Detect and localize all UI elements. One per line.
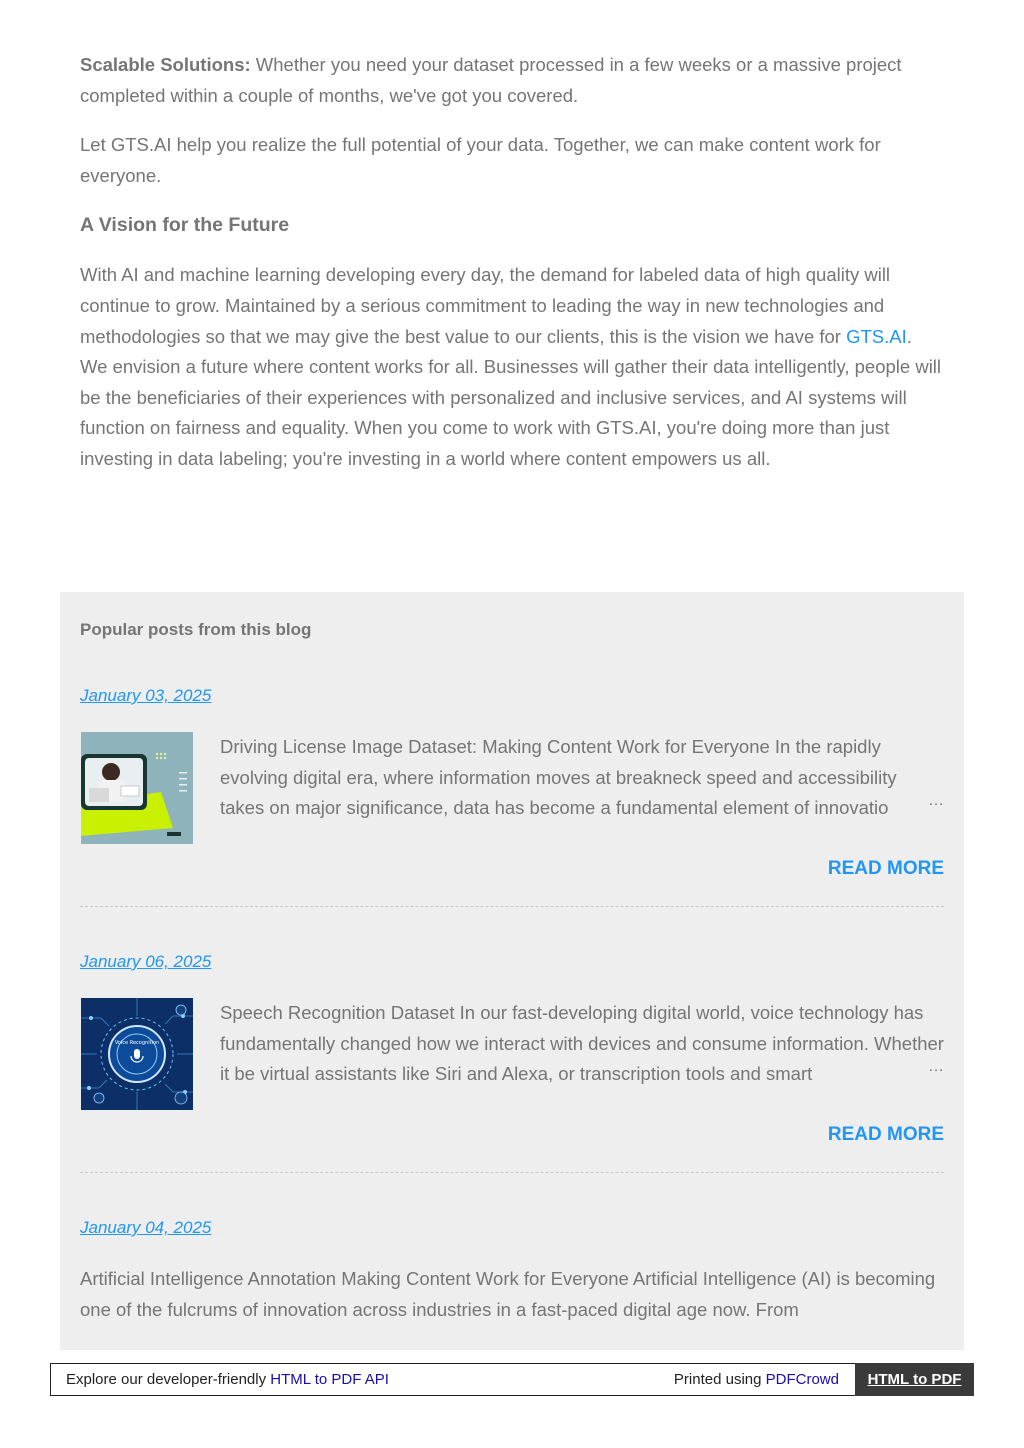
post-separator xyxy=(80,906,944,907)
snippet-ellipsis: … xyxy=(920,1058,944,1076)
article-body xyxy=(80,50,944,494)
post-date[interactable]: January 04, 2025 xyxy=(80,1218,212,1237)
scalable-label: Scalable Solutions: xyxy=(80,54,251,75)
html-to-pdf-api-link[interactable]: HTML to PDF API xyxy=(270,1371,389,1388)
thumb-label: Voice Recognition xyxy=(114,1040,160,1046)
vision-text-end: . We envision a future where content works for all. Businesses will gather their data intelligently, people will be the beneficiaries of their experiences with personalized and inclusive services, and AI systems will function on fairness and equality. When you come to work with GTS.AI, you're doing more than just investing in data labeling; you're investing in a world where content empowers us all. xyxy=(80,325,942,469)
footer-mid-text: Printed using xyxy=(673,1371,766,1388)
snippet-ellipsis: … xyxy=(920,792,944,810)
post-thumbnail[interactable] xyxy=(81,732,193,844)
post-thumbnail[interactable] xyxy=(81,998,193,1110)
footer-left-text: Explore our developer-friendly xyxy=(66,1371,271,1388)
post-date[interactable]: January 03, 2025 xyxy=(80,686,212,705)
paragraph-scalable xyxy=(80,50,944,111)
footer-mid xyxy=(674,1371,839,1388)
html-to-pdf-button[interactable]: HTML to PDF xyxy=(855,1363,974,1396)
vision-text-start: With AI and machine learning developing every day, the demand for labeled data of high quality will continue to grow. Maintained by a serious commitment to leading the way in new technologies and methodologies so that we may give the best value to our clients, this is the vision we have for xyxy=(80,264,891,347)
read-more-link[interactable]: READ MORE xyxy=(827,858,944,879)
footer-left xyxy=(66,1371,389,1388)
post-snippet: Artificial Intelligence Annotation Making Content Work for Everyone Artificial Intelligence (AI) is becoming one of the fulcrums of innovation across industries in a fast-paced digital age now. From xyxy=(80,1268,936,1320)
popular-posts-title: Popular posts from this blog xyxy=(80,620,312,639)
post-snippet: Driving License Image Dataset: Making Content Work for Everyone In the rapidly evolving digital era, where information moves at breakneck speed and accessibility takes on major significance, data has become a fundamental element of innovatio xyxy=(220,736,897,819)
gts-link[interactable]: GTS.AI xyxy=(846,325,907,347)
popular-posts-panel xyxy=(60,592,964,1350)
scalable-text: Whether you need your dataset processed in a few weeks or a massive project completed within a couple of months, we've got you covered. xyxy=(80,54,902,106)
voice-recognition-thumbnail-image xyxy=(81,998,193,1110)
driving-license-thumbnail-image xyxy=(81,732,193,844)
paragraph-vision xyxy=(80,260,944,474)
pdfcrowd-link[interactable]: PDFCrowd xyxy=(765,1371,839,1388)
post-snippet: Speech Recognition Dataset In our fast-developing digital world, voice technology has fundamentally changed how we interact with devices and consume information. Whether it be virtual assistants like Siri and Alexa, or transcription tools and smart xyxy=(220,1002,944,1085)
section-heading: A Vision for the Future xyxy=(80,214,290,237)
post-separator xyxy=(80,1172,944,1173)
read-more-link[interactable]: READ MORE xyxy=(827,1124,944,1145)
post-date[interactable]: January 06, 2025 xyxy=(80,952,212,971)
paragraph-gts: Let GTS.AI help you realize the full potential of your data. Together, we can make content work for everyone. xyxy=(80,134,881,186)
pdf-footer-bar xyxy=(50,1363,974,1396)
